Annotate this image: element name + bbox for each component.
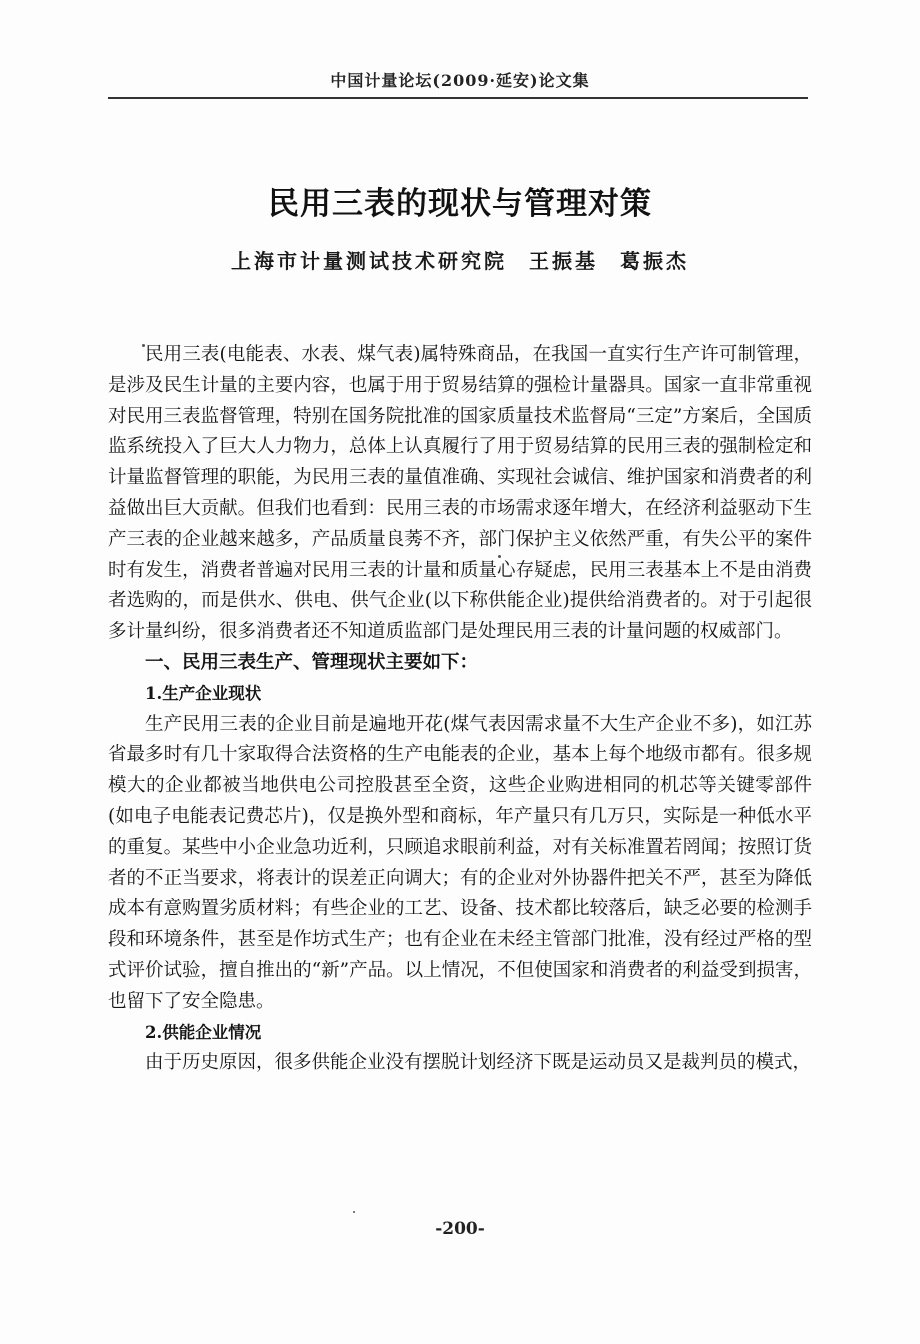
header-rule <box>108 97 808 99</box>
scan-speck <box>353 1211 355 1213</box>
scan-speck <box>142 344 145 347</box>
subsection-1-paragraph: 生产民用三表的企业目前是遍地开花(煤气表因需求量不大生产企业不多)，如江苏省最多时有几十家取得合法资格的生产电能表的企业，基本上每个地级市都有。很多规模大的企业都被当地供电公司控股甚至全资，这些企业购进相同的机芯等关键零部件(如电子电能表记费芯片)，仅是换外型和商标，年产量只有几万只，实际是一种低水平的重复。某些中小企业急功近利，只顾追求眼前利益，对有关标准置若罔闻；按照订货者的不正当要求，将表计的误差正向调大；有的企业对外协器件把关不严，甚至为降低成本有意购置劣质材料；有些企业的工艺、设备、技术都比较落后，缺乏必要的检测手段和环境条件，甚至是作坊式生产；也有企业在未经主管部门批准，没有经过严格的型式评价试验，擅自推出的“新”产品。以上情况，不但使国家和消费者的利益受到损害，也留下了安全隐患。 <box>108 713 812 1012</box>
running-header: 中国计量论坛(2009·延安)论文集 <box>330 71 590 90</box>
scan-speck <box>498 555 501 558</box>
section-1-heading: 一、民用三表生产、管理现状主要如下： <box>145 651 479 673</box>
byline <box>0 245 920 274</box>
author-2: 葛振杰 <box>620 249 689 273</box>
subsection-1-heading: 1.生产企业现状 <box>145 683 262 703</box>
author-1: 王振基 <box>529 249 598 273</box>
institution: 上海市计量测试技术研究院 <box>231 249 507 273</box>
page-number: -200- <box>435 1219 485 1239</box>
intro-paragraph: 民用三表(电能表、水表、煤气表)属特殊商品，在我国一直实行生产许可制管理，是涉及民生计量的主要内容，也属于用于贸易结算的强检计量器具。国家一直非常重视对民用三表监督管理，特别在国务院批准的国家质量技术监督局“三定”方案后，全国质监系统投入了巨大人力物力，总体上认真履行了用于贸易结算的民用三表的强制检定和计量监督管理的职能，为民用三表的量值准确、实现社会诚信、维护国家和消费者的利益做出巨大贡献。但我们也看到：民用三表的市场需求逐年增大，在经济利益驱动下生产三表的企业越来越多，产品质量良莠不齐，部门保护主义依然严重，有失公平的案件时有发生，消费者普遍对民用三表的计量和质量心存疑虑，民用三表基本上不是由消费者选购的，而是供水、供电、供气企业(以下称供能企业)提供给消费者的。对于引起很多计量纠纷，很多消费者还不知道质监部门是处理民用三表的计量问题的权威部门。 <box>108 344 812 643</box>
body-text <box>108 340 812 1079</box>
subsection-2-paragraph: 由于历史原因，很多供能企业没有摆脱计划经济下既是运动员又是裁判员的模式， <box>145 1052 812 1074</box>
paper-title: 民用三表的现状与管理对策 <box>268 186 652 222</box>
subsection-2-heading: 2.供能企业情况 <box>145 1022 262 1042</box>
